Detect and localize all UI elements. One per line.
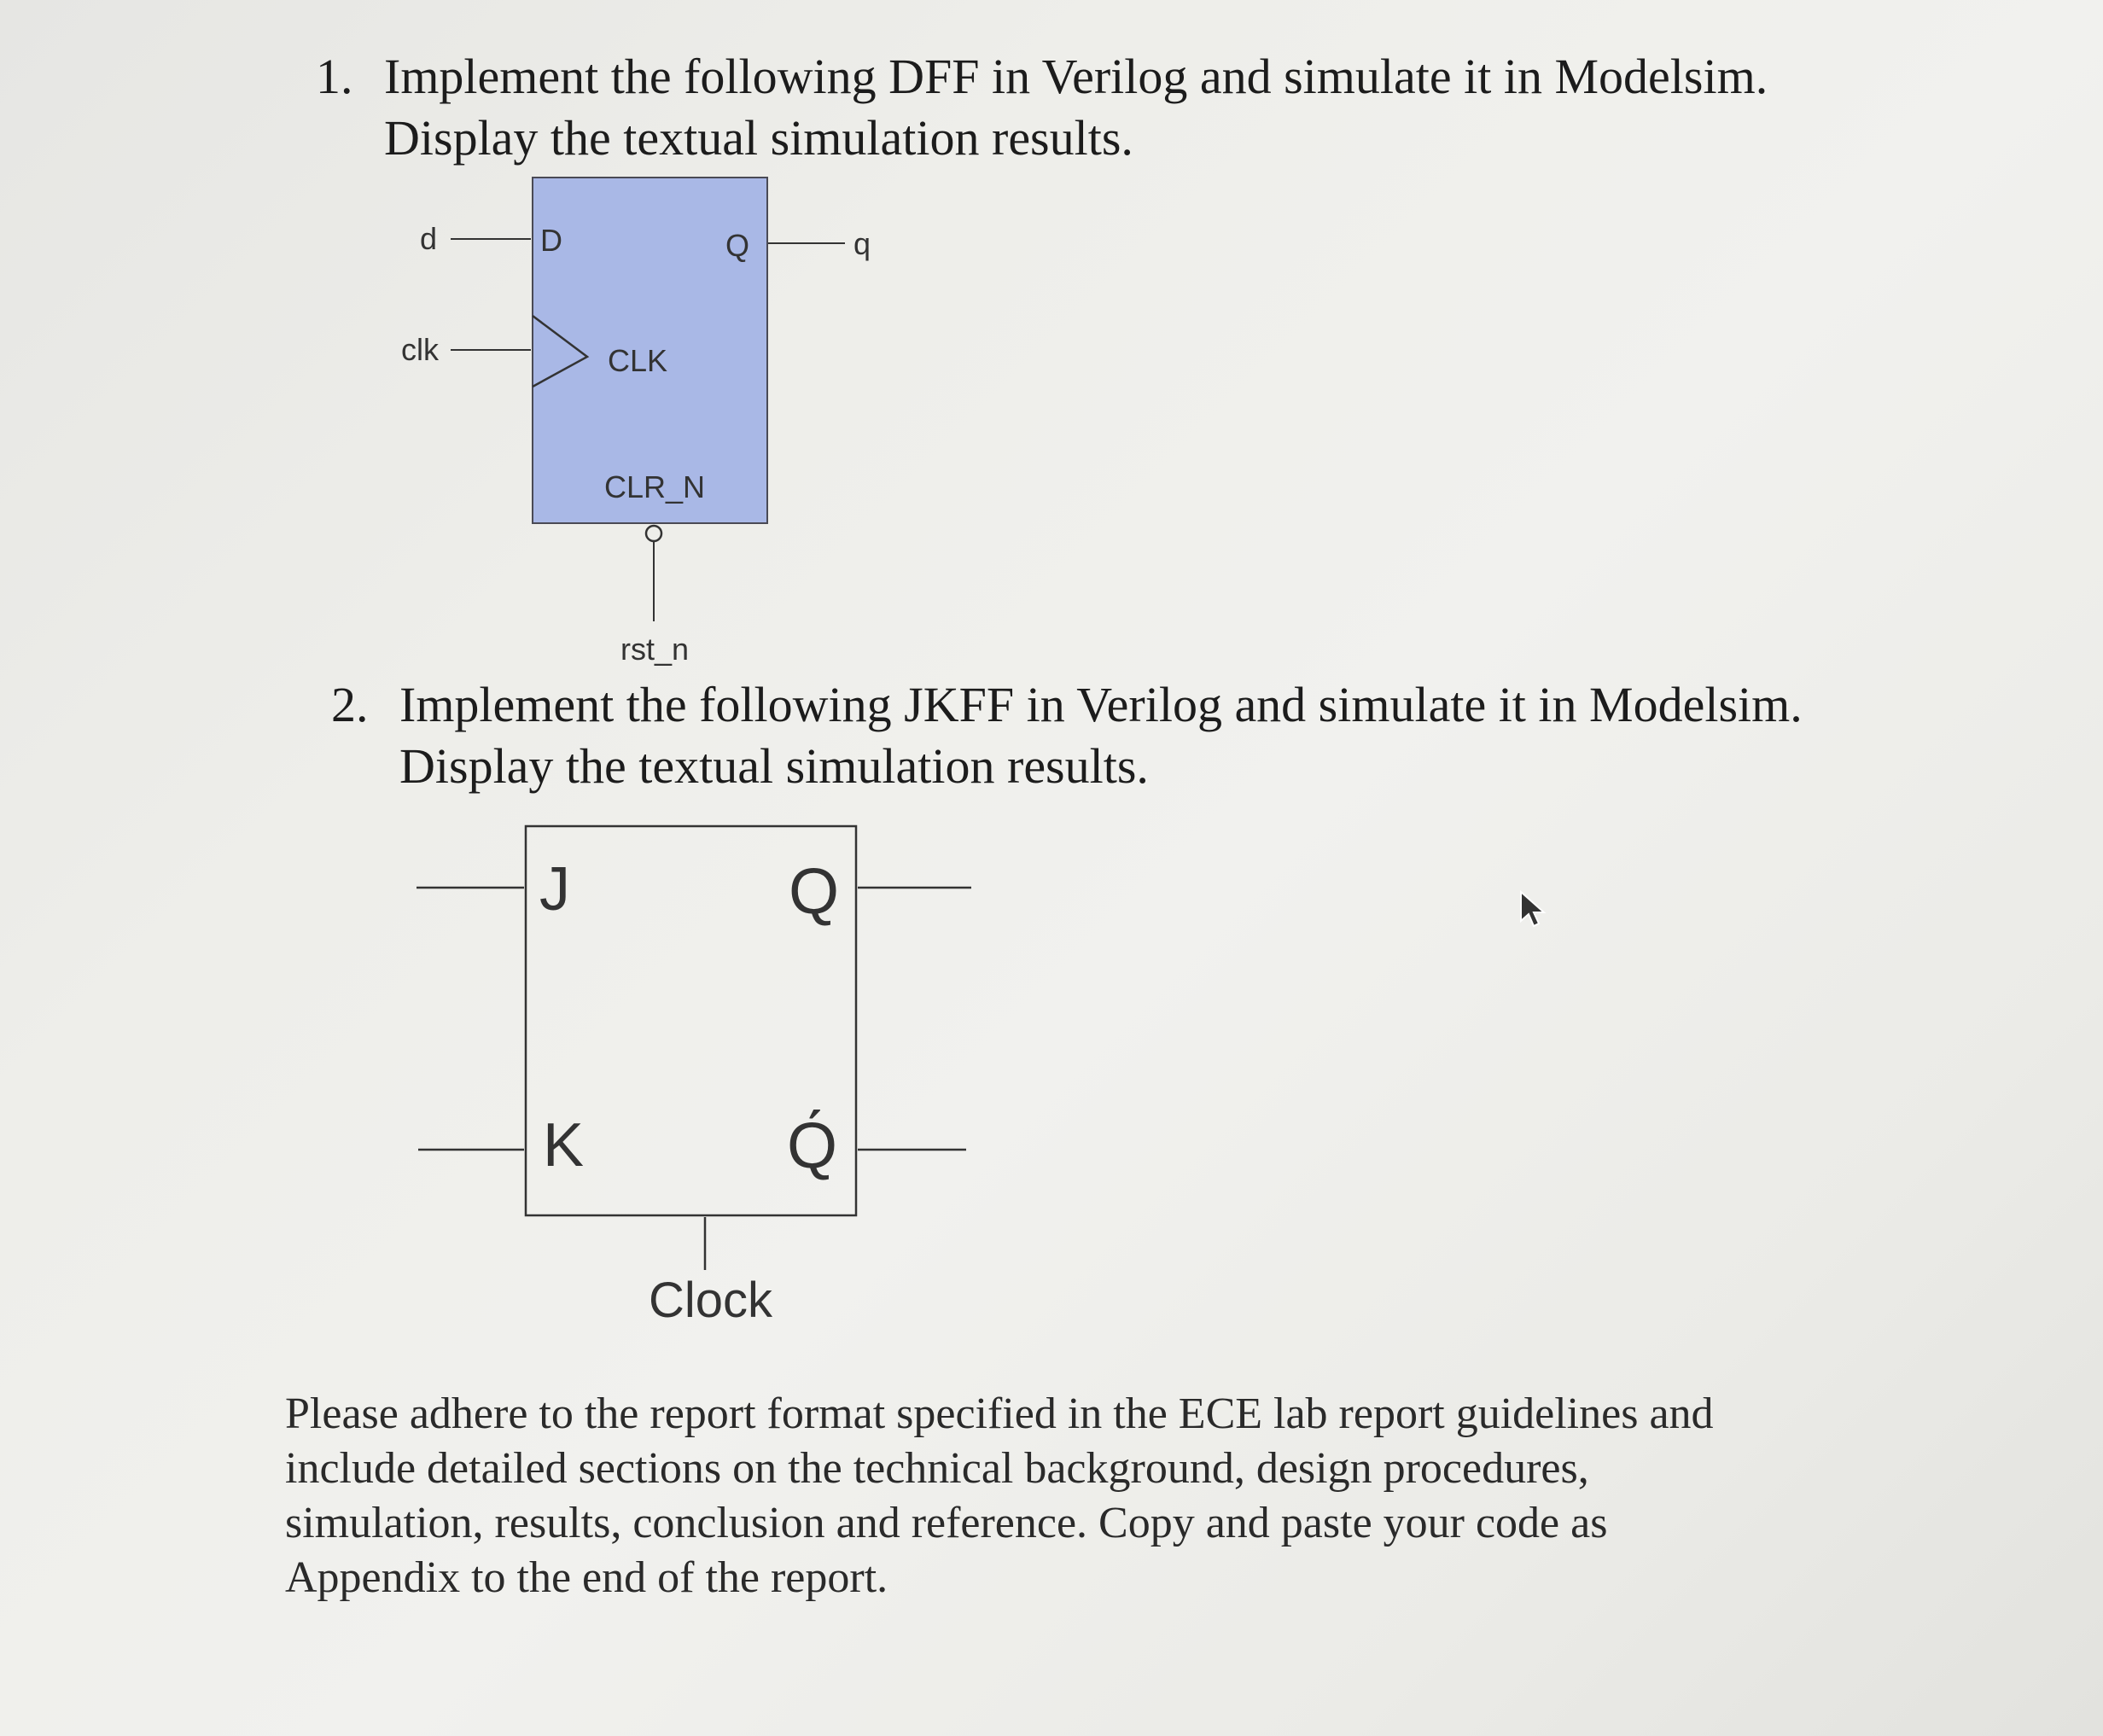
- clr-pin-label: CLR_N: [604, 469, 706, 504]
- note-line-4: Appendix to the end of the report.: [285, 1553, 888, 1602]
- question-1-text: Implement the following DFF in Verilog and simulate it in Modelsim.: [384, 49, 1768, 104]
- note-line-1: Please adhere to the report format specified in the ECE lab report guidelines and: [285, 1389, 1714, 1438]
- d-input-label: d: [420, 221, 438, 256]
- q-pin-label: Q: [725, 228, 750, 263]
- question-1-number: 1.: [316, 49, 353, 104]
- question-2-text: Implement the following JKFF in Verilog and simulate it in Modelsim.: [399, 677, 1803, 732]
- qbar-pin-label: Q́: [787, 1110, 838, 1182]
- k-pin-label: K: [543, 1111, 585, 1180]
- question-1-line-2: Display the textual simulation results.: [384, 110, 1133, 166]
- q-output-label: q: [853, 226, 871, 261]
- question-2-number: 2.: [331, 677, 369, 732]
- clk-pin-label: CLK: [608, 343, 668, 378]
- question-2-line-2: Display the textual simulation results.: [399, 738, 1149, 794]
- clock-label: Clock: [649, 1273, 773, 1328]
- mouse-pointer-icon: [1518, 890, 1552, 931]
- d-pin-label: D: [540, 223, 562, 258]
- rst-input-label: rst_n: [620, 632, 690, 667]
- j-pin-label: J: [539, 855, 570, 923]
- q-pin-label-jk: Q: [789, 855, 840, 928]
- report-instructions: [285, 1387, 1907, 1605]
- clk-input-label: clk: [401, 332, 439, 367]
- note-line-2: include detailed sections on the technical background, design procedures,: [285, 1444, 1589, 1493]
- note-line-3: simulation, results, conclusion and reference. Copy and paste your code as: [285, 1499, 1608, 1547]
